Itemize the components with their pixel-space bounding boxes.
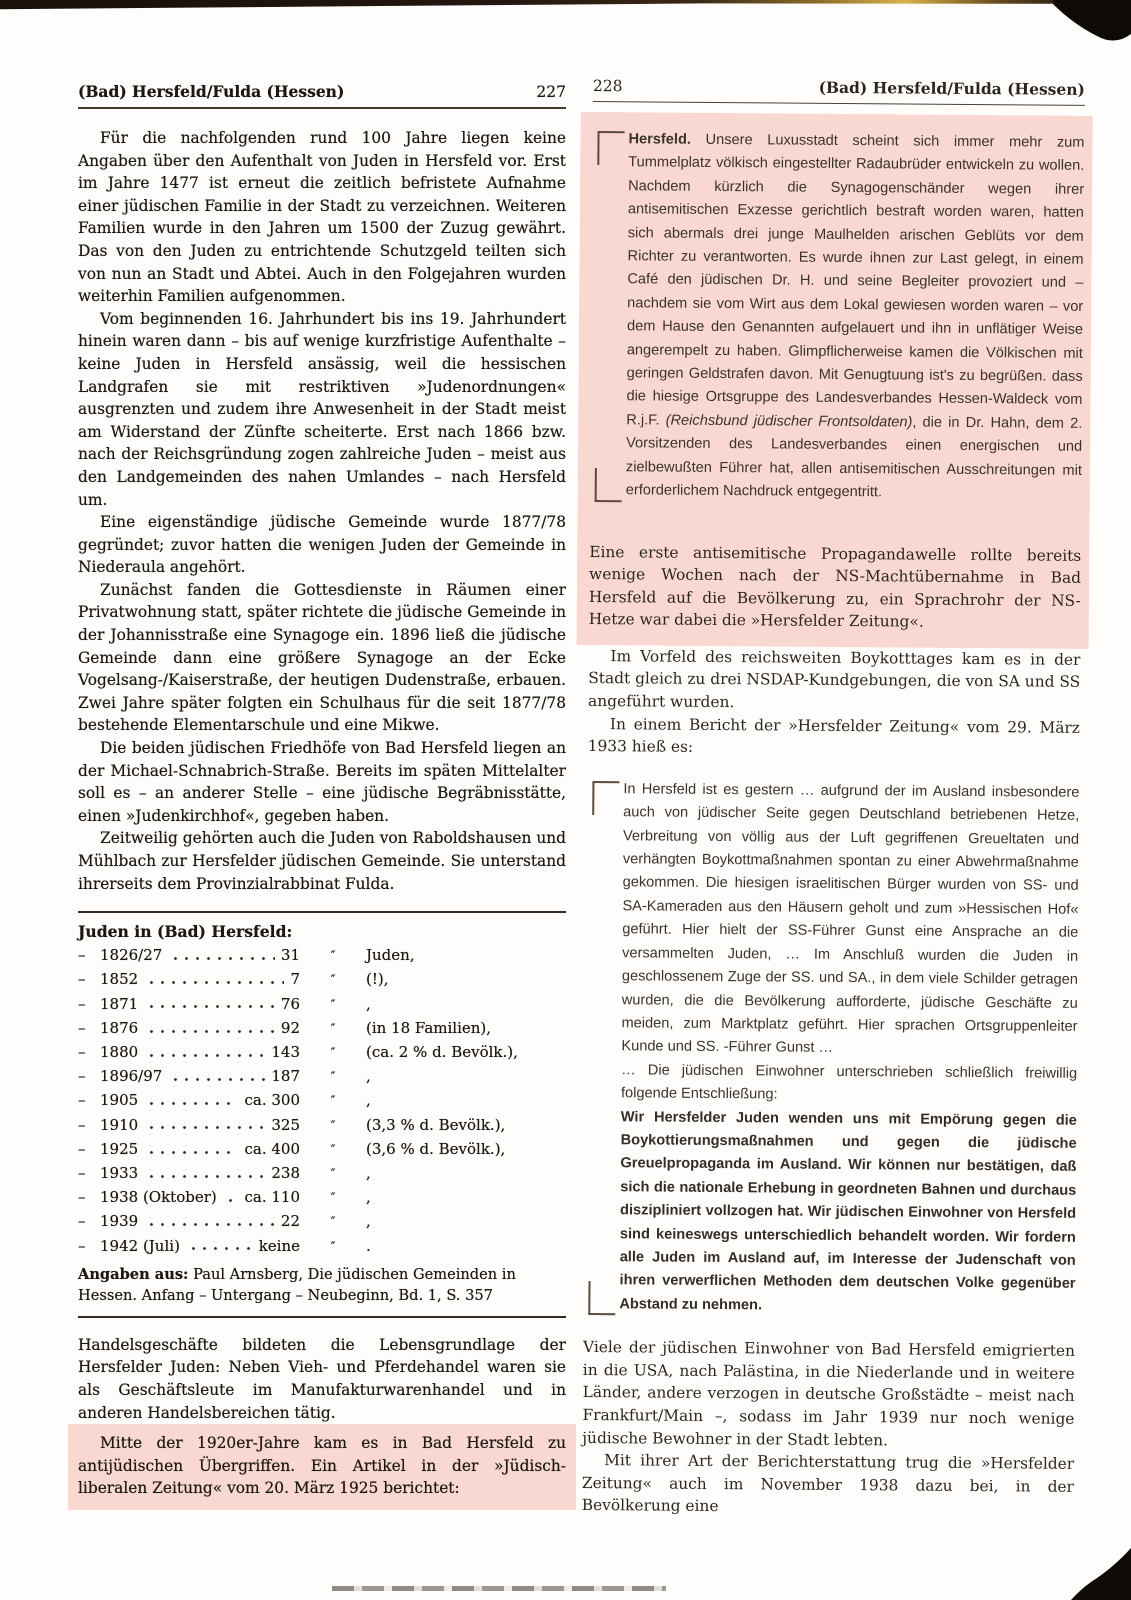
right-body-text-after-quote (582, 1336, 1075, 1521)
row-note: , (366, 1212, 371, 1231)
table-row (78, 1186, 566, 1210)
page-left-227 (78, 82, 566, 1510)
paragraph: In einem Bericht der »Hersfelder Zeitung« vom 29. März 1933 hieß es: (587, 714, 1080, 757)
source-text: Paul Arnsberg, Die jüdischen Gemeinden in Hessen. Anfang – Untergang – Neubeginn, Bd. 1, S. 357 (78, 1265, 516, 1305)
row-year: 1938 (Oktober) (100, 1188, 217, 1207)
quote-text: Unsere Luxusstadt scheint sich immer mehr zum Tummelplatz völkisch eingestellter Radaubrüder entwickeln zu wollen. Nachdem kürzlich die Synagogenschänder wegen ihrer antisemitischen Exzesse gerichtlich bestraft worden waren, hatten sich abermals drei junge Maulhelden arischen Geblüts vor dem Richter zu verantworten. Es wurde ihnen zur Last gelegt, in einem Café den jüdischen Dr. H. und seine Begleiter provoziert und – nachdem sie vom Wirt aus dem Lokal gewiesen worden waren – vor dem Hause den Genannten aufgelauert und ihn in unflätiger Weise angerempelt zu haben. Glimpflicherweise kamen die Völkischen mit geringen Geldstrafen davon. Mit Genugtuung ist's zu begrüßen. dass die hiesige Ortsgruppe des Landesverbandes Hessen-Waldeck vom R.j.F. (626, 131, 1085, 429)
right-body-text (588, 645, 1081, 762)
table-row (78, 1017, 566, 1041)
dot-leader (144, 1215, 275, 1229)
table-title: Juden in (Bad) Hersfeld: (78, 922, 293, 942)
quote-bracket-close-icon (588, 1281, 615, 1315)
row-note: Juden, (366, 946, 415, 965)
running-title-left: (Bad) Hersfeld/Fulda (Hessen) (78, 82, 345, 101)
row-note: (!), (366, 970, 389, 989)
quote-bracket-open-icon (592, 781, 619, 815)
dot-leader (144, 1167, 265, 1181)
row-note: , (366, 1067, 371, 1086)
row-year: 1942 (Juli) (100, 1236, 180, 1255)
highlighted-paragraph: Eine erste antisemitische Propagandawelle rollte bereits wenige Wochen nach der NS-Machtübernahme in Bad Hersfeld auf die Bevölkerung zu, ein Sprachrohr der NS-Hetze war dabei die »Hersfelder Zeitung«. (588, 542, 1082, 631)
ditto-mark: ″ (330, 997, 336, 1013)
ditto-mark: ″ (330, 973, 336, 989)
table-row (78, 1089, 566, 1113)
quote-text: , die in Dr. Hahn, dem 2. Vorsitzenden des Landesverbandes einen energischen und zielbewußten Führer hat, allen antisemitischen Ausschreitungen mit erforderlichem Nachdruck entgegentritt. (625, 414, 1083, 501)
dot-leader (223, 1191, 239, 1205)
row-note: (in 18 Familien), (366, 1018, 492, 1037)
highlighted-region (577, 112, 1093, 649)
row-year: 1910 (100, 1115, 139, 1134)
table-row (78, 1138, 566, 1162)
row-dash: – (78, 1188, 86, 1207)
page-number-left: 227 (536, 83, 566, 101)
scan-edge-artifact-top (0, 0, 1131, 10)
paragraph: Viele der jüdischen Einwohner von Bad Hersfeld emigrierten in die USA, nach Palästina, in die Niederlande und in weitere Länder, andere verzogen in deutsche Großstädte – meist nach Frankfurt/Main –, sodass im Jahr 1939 nur noch wenige jüdische Bewohner in der Stadt lebten. (582, 1338, 1076, 1449)
ditto-mark: ″ (330, 1191, 336, 1207)
row-dash: – (78, 1115, 86, 1134)
table-row (78, 1210, 566, 1234)
row-value: keine (258, 1236, 300, 1255)
table-row (78, 993, 566, 1017)
page-curl-artifact-top-right (1039, 0, 1131, 52)
page-right-header (593, 76, 1085, 106)
row-dash: – (78, 1164, 86, 1183)
dot-leader (186, 1239, 253, 1253)
left-body-text (78, 127, 566, 895)
row-dash: – (78, 1139, 86, 1158)
dot-leader (168, 1070, 265, 1084)
quote-paragraph: … Die jüdischen Einwohner unterschrieben schließlich freiwillig folgende Entschließung: (620, 1061, 1078, 1103)
row-dash: – (78, 1067, 86, 1086)
ditto-mark: ″ (330, 1070, 336, 1086)
table-source-note (78, 1264, 566, 1307)
row-year: 1876 (100, 1018, 139, 1037)
ditto-mark: ″ (330, 949, 336, 965)
dot-leader (144, 1046, 265, 1060)
jewish-population-table (78, 911, 566, 1318)
highlight-gap (589, 504, 1081, 544)
quote-lead: Hersfeld. (628, 131, 692, 148)
row-note: , (366, 1164, 371, 1183)
row-year: 1871 (100, 994, 139, 1013)
row-value: ca. 300 (244, 1091, 300, 1110)
row-note: (3,6 % d. Bevölk.), (366, 1139, 506, 1158)
row-year: 1896/97 (100, 1067, 163, 1086)
table-row (78, 944, 566, 968)
paragraph: Die beiden jüdischen Friedhöfe von Bad Hersfeld liegen an der Michael-Schnabrich-Straße. Bereits im späten Mittelalter soll es – an anderer Stelle – eine jüdische Begräbnisstätte, einen »Judenkirchhof«, gegeben haben. (78, 739, 566, 825)
page-curl-artifact-bottom-right (1067, 1542, 1131, 1600)
row-dash: – (78, 946, 86, 965)
row-value: 7 (290, 970, 300, 989)
row-note: , (366, 1091, 371, 1110)
left-body-text-after-table (78, 1334, 566, 1510)
paragraph: Zunächst fanden die Gottesdienste in Räumen einer Privatwohnung statt, später richtete die jüdische Gemeinde in der Johannisstraße eine Synagoge ein. 1896 ließ die jüdische Gemeinde dann eine größere Synagoge an der Ecke Vogelsang-/Kaiserstraße, der heutigen Dudenstraße, erbauen. Zwei Jahre später folgten ein Schulhaus für die seit 1877/78 bestehende Elementarschule und eine Mikwe. (78, 580, 566, 735)
paragraph: Handelsgeschäfte bildeten die Lebensgrundlage der Hersfelder Juden: Neben Vieh- und Pferdehandel waren sie als Geschäftsleute im Manufakturwarenhandel und in anderen Handelsbereichen tätig. (78, 1335, 566, 1422)
row-value: 325 (271, 1115, 300, 1134)
ditto-mark: ″ (330, 1239, 336, 1255)
row-value: 22 (280, 1212, 300, 1231)
page-right-228 (582, 76, 1085, 1521)
row-dash: – (78, 1043, 86, 1061)
quote-bracket-open-icon (597, 131, 624, 165)
row-value: 143 (271, 1043, 300, 1061)
dot-leader (144, 1021, 275, 1035)
scan-edge-artifact-bottom (332, 1586, 666, 1591)
row-year: 1905 (100, 1091, 139, 1110)
quote-text-italic: (Reichsbund jüdischer Frontsoldaten) (665, 412, 913, 431)
row-dash: – (78, 1018, 86, 1037)
row-dash: – (78, 994, 86, 1013)
highlighted-paragraph: Mitte der 1920er-Jahre kam es in Bad Hersfeld zu antijüdischen Übergriffen. Ein Artikel in der »Jüdisch-liberalen Zeitung« vom 20. März 1925 berichtet: (68, 1424, 576, 1510)
paragraph: Für die nachfolgenden rund 100 Jahre liegen keine Angaben über den Aufenthalt von Juden in Hersfeld vor. Erst im Jahre 1477 ist erneut die zeitlich befristete Aufnahme einer jüdischen Familie in der Stadt zu verzeichnen. Weiteren Familien wurde in den Jahren um 1500 der Zuzug gewährt. Das von den Juden zu entrichtende Schutzgeld teilten sich von nun an Stadt und Abtei. Auch in den Folgejahren wurden weiterhin Familien aufgenommen. (78, 129, 566, 306)
quote-paragraph: In Hersfeld ist es gestern … aufgrund der im Ausland insbesondere auch von jüdischer Seite gegen Deutschland betriebenen Hetze, Verbreitung von völlig aus der Luft gegriffenen Greueltaten und verhängten Boykottmaßnahmen spontan zu einer Abwehrmaßnahme gekommen. Die hiesigen israelitischen Bürger wurden von SS- und SA-Kameraden aus den Häusern geholt und zum »Hessischen Hof« geführt. Hier hielt der SS-Führer Gunst eine Ansprache an die versammelten Juden, … Im Anschluß wurden die Juden in geschlossenem Zuge der SS. und SA., in dem viele Schilder getragen wurden, die die Bevölkerung aufforderte, jüdische Geschäfte zu meiden, zum Marktplatz geführt. Hier sprachen Ortsgruppenleiter Kunde und SS. -Führer Gunst … (621, 781, 1080, 1057)
paragraph: Mit ihrer Art der Berichterstattung trug die »Hersfelder Zeitung« auch im November 1938 dazu bei, in der Bevölkerung eine (581, 1451, 1075, 1516)
ditto-mark: ″ (330, 1118, 336, 1134)
paragraph: Vom beginnenden 16. Jahrhundert bis ins 19. Jahrhundert hinein waren dann – bis auf wenige kurzfristige Aufenthalte – keine Juden in Hersfeld ansässig, weil die hessischen Landgrafen sie mit restriktiven »Judenordnungen« ausgrenzten und zudem ihre Anwesenheit in der Stadt meist am Widerstand der Zünfte scheiterte. Erst nach 1866 bzw. nach der Reichsgründung zogen zahlreiche Juden – meist aus den Landgemeinden des nahen Umlandes – nach Hersfeld um. (78, 309, 566, 509)
paragraph: Zeitweilig gehörten auch die Juden von Raboldshausen und Mühlbach zur Hersfelder jüdischen Gemeinde. Sie unterstand ihrerseits dem Provinzialrabbinat Fulda. (78, 829, 566, 893)
table-row (78, 1162, 566, 1186)
row-year: 1925 (100, 1139, 139, 1158)
table-row (78, 1065, 566, 1089)
row-note: , (366, 1188, 371, 1207)
row-dash: – (78, 1212, 86, 1231)
dot-leader (144, 1094, 238, 1108)
row-value: 187 (271, 1067, 300, 1086)
table-row (78, 968, 566, 992)
row-year: 1939 (100, 1212, 139, 1231)
paragraph: Im Vorfeld des reichsweiten Boykotttages kam es in der Stadt gleich zu drei NSDAP-Kundgebungen, die von SA und SS angeführt wurden. (588, 647, 1081, 712)
paragraph: Eine eigenständige jüdische Gemeinde wurde 1877/78 gegründet; zuvor hatten die wenigen Juden der Gemeinde in Niederaula angehört. (78, 513, 566, 577)
source-label: Angaben aus: (78, 1265, 189, 1283)
page-number-right: 228 (592, 76, 623, 96)
row-note: (3,3 % d. Bevölk.), (366, 1115, 506, 1134)
row-value: 92 (280, 1018, 300, 1037)
newspaper-quote-1925 (590, 126, 1085, 508)
newspaper-quote-1933 (583, 776, 1079, 1322)
row-value: ca. 400 (244, 1139, 300, 1158)
row-year: 1852 (100, 970, 139, 989)
row-dash: – (78, 1236, 86, 1255)
quote-paragraph-resolution: Wir Hersfelder Juden wenden uns mit Empörung gegen die Boykottierungsmaßnahmen und gegen die jüdische Greuelpropaganda im Ausland. Wir können nur bestätigen, daß sich die nationale Erhebung in geordneten Bahnen und durchaus diszipliniert vollzogen hat. Wir jüdischen Einwohner von Hersfeld sind keineswegs unterschiedlich behandelt worden. Wir fordern alle Juden im Ausland auf, im Interesse der Judenschaft von ihren verwerflichen Methoden dem deutschen Volke gegenüber Abstand zu nehmen. (619, 1108, 1077, 1314)
row-year: 1826/27 (100, 946, 163, 965)
table-row (78, 1114, 566, 1138)
dot-leader (168, 949, 275, 963)
row-value: 238 (271, 1164, 300, 1183)
dot-leader (144, 1118, 265, 1132)
row-year: 1933 (100, 1164, 139, 1183)
row-note: (ca. 2 % d. Bevölk.), (366, 1043, 518, 1061)
page-left-header (78, 82, 566, 109)
dot-leader (144, 997, 275, 1011)
row-dash: – (78, 1091, 86, 1110)
ditto-mark: ″ (330, 1215, 336, 1231)
dot-leader (144, 1142, 238, 1156)
row-value: 31 (280, 946, 300, 965)
dot-leader (144, 973, 284, 987)
row-value: 76 (280, 994, 300, 1013)
ditto-mark: ″ (330, 1142, 336, 1158)
row-note: , (366, 994, 371, 1013)
ditto-mark: ″ (330, 1046, 336, 1061)
ditto-mark: ″ (330, 1021, 336, 1037)
row-value: ca. 110 (244, 1188, 300, 1207)
quote-bracket-close-icon (595, 468, 622, 502)
row-year: 1880 (100, 1043, 139, 1061)
table-row (78, 1041, 566, 1065)
row-dash: – (78, 970, 86, 989)
ditto-mark: ″ (330, 1094, 336, 1110)
row-note: . (366, 1236, 371, 1255)
running-title-right: (Bad) Hersfeld/Fulda (Hessen) (818, 77, 1085, 99)
ditto-mark: ″ (330, 1167, 336, 1183)
table-row (78, 1235, 566, 1259)
